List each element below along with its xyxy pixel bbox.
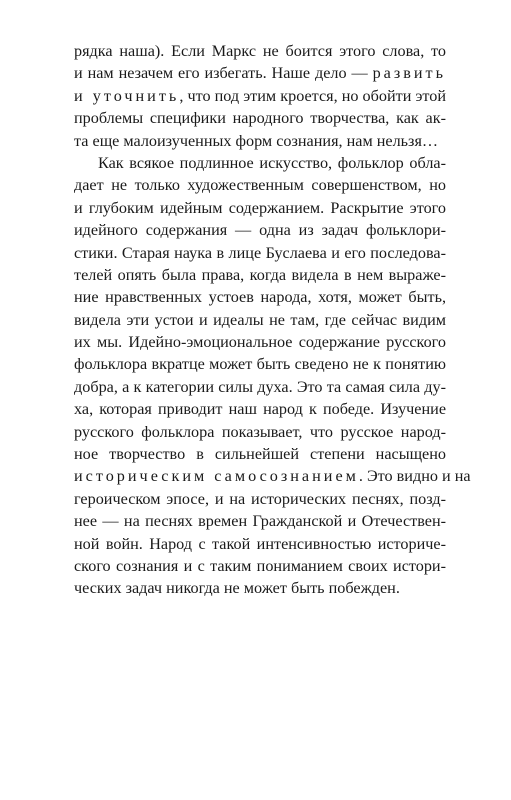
- text-run: добра, а к категории силы духа. Это та самая сила ду-: [74, 377, 446, 396]
- text-run: та еще малоизученных форм сознания, нам нельзя…: [74, 131, 439, 150]
- text-run: , что под этим кроется, но обойти этой: [179, 86, 447, 105]
- text-line: [74, 309, 446, 331]
- text-run: героическом эпосе, и на исторических песнях, позд-: [74, 489, 446, 508]
- text-run: стики. Старая наука в лице Буслаева и его последова-: [74, 243, 446, 262]
- text-line: [74, 353, 446, 375]
- text-line: [74, 85, 446, 107]
- text-line: [74, 555, 446, 577]
- text-run: и глубоким идейным содержанием. Раскрытие этого: [74, 198, 446, 217]
- text-line: [74, 62, 446, 84]
- text-run: и нам незачем его избегать. Наше дело —: [74, 64, 373, 83]
- text-line: [74, 421, 446, 443]
- text-run: идейного содержания — одна из задач фольклори-: [74, 221, 446, 240]
- paragraph: [74, 40, 446, 152]
- text-run: фольклора вкратце может быть сведено не к понятию: [74, 355, 446, 374]
- text-run: ние нравственных устоев народа, хотя, может быть,: [74, 288, 446, 307]
- text-line: [74, 174, 446, 196]
- text-run: ха, которая приводит наш народ к победе. Изучение: [74, 400, 446, 419]
- text-line: [74, 130, 446, 152]
- body-text: [74, 40, 471, 600]
- text-run: видела эти устои и идеалы не там, где сейчас видим: [74, 310, 446, 329]
- text-line: [74, 219, 446, 241]
- text-run: нее — на песнях времен Гражданской и Отечествен-: [74, 512, 446, 531]
- text-run: ной войн. Народ с такой интенсивностью историче-: [74, 534, 446, 553]
- emphasized-text: и уточнить: [74, 86, 180, 105]
- text-line: [74, 197, 446, 219]
- text-run: ского сознания и с таким пониманием своих истори-: [74, 556, 446, 575]
- text-line: [74, 533, 446, 555]
- text-line: [74, 577, 446, 599]
- paragraph: [74, 152, 471, 600]
- text-line: [74, 286, 446, 308]
- text-line: [74, 242, 446, 264]
- text-line: [74, 488, 446, 510]
- text-line: [74, 465, 471, 487]
- text-run: рядка наша). Если Маркс не боится этого слова, то: [74, 42, 446, 60]
- text-run: их мы. Идейно-эмоциональное содержание русского: [74, 333, 446, 352]
- text-run: ное творчество в сильнейшей степени насыщено: [74, 445, 446, 464]
- text-line: [74, 510, 446, 532]
- text-run: . Это видно и на: [358, 467, 471, 486]
- text-run: Как всякое подлинное искусство, фольклор обла-: [98, 153, 446, 172]
- text-run: ческих задач никогда не может быть побежден.: [74, 579, 400, 598]
- emphasized-text: развить: [372, 64, 446, 83]
- text-run: телей опять была права, когда видела в нем выраже-: [74, 265, 446, 284]
- text-line: [74, 264, 446, 286]
- text-line: [74, 40, 446, 62]
- text-line: [74, 398, 446, 420]
- text-line: [74, 107, 446, 129]
- text-line: [74, 376, 446, 398]
- text-line: [74, 152, 446, 174]
- text-line: [74, 443, 446, 465]
- text-run: дает не только художественным совершенством, но: [74, 176, 446, 195]
- text-line: [74, 331, 446, 353]
- text-run: проблемы специфики народного творчества, как ак-: [74, 109, 446, 128]
- emphasized-text: историческим самосознанием: [74, 467, 359, 486]
- text-run: русского фольклора показывает, что русское народ-: [74, 422, 446, 441]
